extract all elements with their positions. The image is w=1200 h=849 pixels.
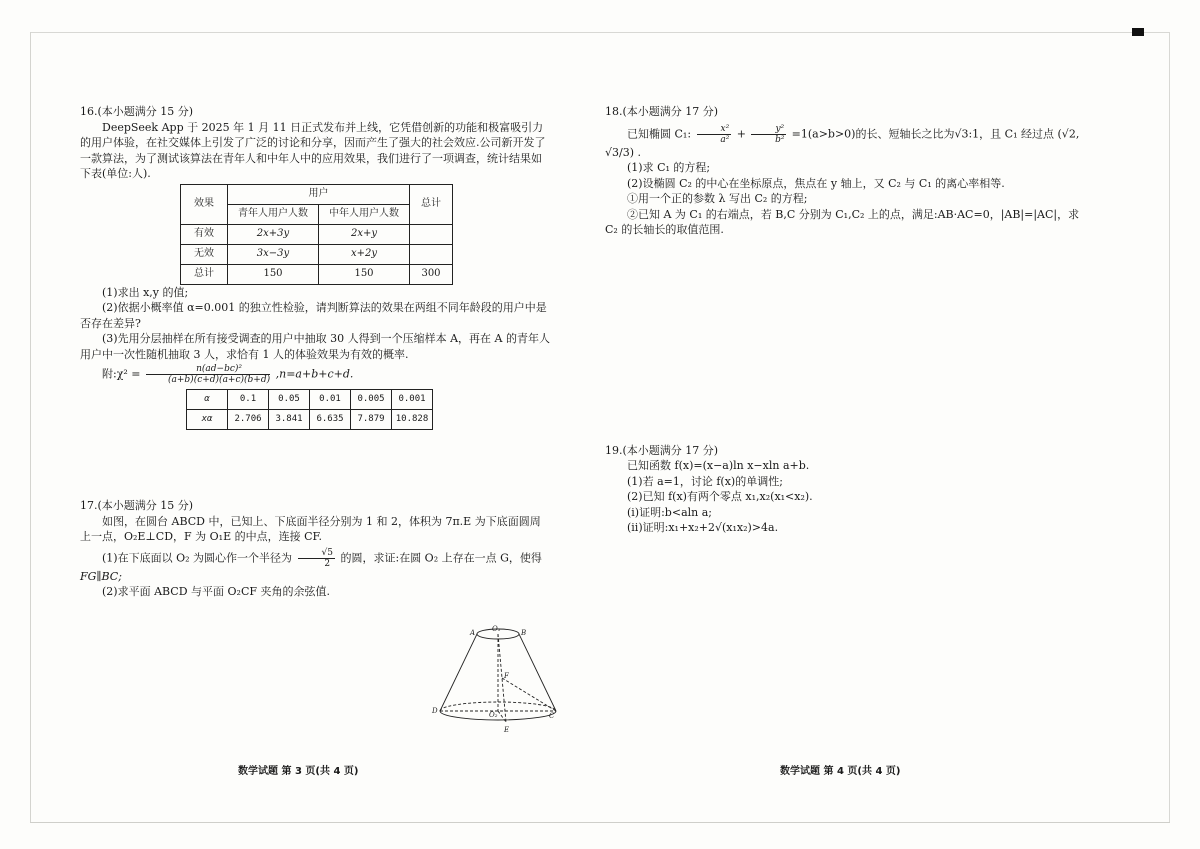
table-row — [181, 224, 453, 244]
chi-num: n(ad−bc)² — [146, 364, 270, 375]
table-row — [181, 264, 453, 284]
registration-mark — [1132, 28, 1144, 36]
row-label: 总计 — [181, 264, 228, 284]
q19-part1: (1)若 a=1，讨论 f(x)的单调性; — [627, 474, 783, 488]
table-row — [187, 390, 433, 410]
q18-part1: (1)求 C₁ 的方程; — [627, 161, 711, 174]
crit-cell: 3.841 — [269, 410, 310, 430]
q16-title: 16.(本小题满分 15 分) — [80, 105, 194, 118]
page-footer-right: 数学试题 第 4 页(共 4 页) — [780, 766, 901, 777]
label-D: D — [432, 707, 438, 715]
crit-cell: 7.879 — [351, 410, 392, 430]
label-E: E — [504, 726, 510, 734]
appendix-suffix: ,n=a+b+c+d. — [275, 367, 354, 381]
frustum-figure — [428, 624, 558, 736]
question-19 — [605, 443, 1085, 536]
q18-point: (√2, √3/3) — [605, 127, 1080, 159]
frac-x-num: x² — [697, 124, 732, 135]
question-16 — [80, 104, 550, 430]
q16-intro: DeepSeek App 于 2025 年 1 月 11 日正式发布并上线，它凭借创新的功能和极富吸引力的用户体验，在社交媒体上引发了广泛的讨论和分享，因而产生了强大的社会效应.公司新开发了一款算法，为了测试该算法在青年人和中年人中的应用效果，我们进行了一项调查，统计结果如下表(单位:人). — [80, 120, 546, 180]
q16-part2: (2)依据小概率值 α=0.001 的独立性检验，请判断算法的效果在两组不同年龄段的用户中是否存在差异? — [80, 301, 547, 330]
row-label: xα — [187, 410, 228, 430]
table-header-users: 用户 — [228, 184, 410, 204]
table-row — [181, 244, 453, 264]
q19-part2-ii: (ⅱ)证明:x₁+x₂+2√(x₁x₂)>4a. — [627, 521, 779, 534]
crit-cell: 2.706 — [228, 410, 269, 430]
label-C: C — [549, 712, 555, 720]
cell-youth: 3x−3y — [228, 244, 319, 264]
scan-edge-right — [1169, 32, 1170, 822]
cell-total — [410, 244, 453, 264]
row-label: 有效 — [181, 224, 228, 244]
frac-y-num: y² — [751, 124, 786, 135]
q19-part2-i: (ⅰ)证明:b<aln a; — [627, 505, 712, 519]
table-row — [187, 410, 433, 430]
q19-intro: 已知函数 f(x)=(x−a)ln x−xln a+b. — [627, 459, 810, 472]
appendix-prefix: 附:χ² = — [102, 367, 141, 381]
crit-cell: 0.005 — [351, 390, 392, 410]
q18-part2: (2)设椭圆 C₂ 的中心在坐标原点，焦点在 y 轴上，又 C₂ 与 C₁ 的离心率相等. — [627, 176, 1005, 190]
q17-part1-c: FG∥BC; — [80, 569, 122, 583]
q18-line1-b: =1(a>b>0)的长、短轴长之比为√3:1，且 C₁ 经过点 — [791, 127, 1055, 140]
label-A: A — [470, 629, 476, 637]
q17-part1 — [80, 548, 550, 569]
scan-edge-bottom — [30, 822, 1170, 823]
bottom-base-front — [440, 711, 556, 720]
q16-data-table — [180, 184, 453, 285]
question-17 — [80, 498, 550, 600]
cell-total: 300 — [410, 264, 453, 284]
scan-edge-top — [30, 32, 1170, 33]
label-O1: O₁ — [492, 625, 501, 633]
chi-square-fraction — [146, 364, 270, 385]
chi-den: (a+b)(c+d)(a+c)(b+d) — [168, 375, 271, 385]
crit-cell: 0.05 — [269, 390, 310, 410]
q16-appendix — [80, 364, 550, 385]
row-label: α — [187, 390, 228, 410]
page-footer-left: 数学试题 第 3 页(共 4 页) — [238, 766, 359, 777]
cell-middle: 150 — [319, 264, 410, 284]
right-column — [605, 104, 1085, 536]
q18-line1-a: 已知椭圆 C₁: — [627, 127, 692, 140]
left-column — [80, 104, 550, 600]
q16-critical-table — [186, 389, 433, 430]
crit-cell: 6.635 — [310, 410, 351, 430]
q19-part2: (2)已知 f(x)有两个零点 x₁,x₂(x₁<x₂). — [627, 490, 813, 503]
table-col-youth: 青年人用户人数 — [228, 204, 319, 224]
generatrix-left — [440, 634, 477, 711]
q19-title: 19.(本小题满分 17 分) — [605, 443, 719, 457]
scan-edge-left — [30, 32, 31, 822]
cell-middle: 2x+y — [319, 224, 410, 244]
cell-youth: 150 — [228, 264, 319, 284]
q18-part2-ii: ②已知 A 为 C₁ 的右端点，若 B,C 分别为 C₁,C₂ 上的点，满足:AB·AC=0，|AB|=|AC|，求 C₂ 的长轴长的取值范围. — [605, 207, 1080, 236]
radius-num: √5 — [298, 548, 335, 559]
q16-part1: (1)求出 x,y 的值; — [102, 285, 189, 299]
cell-youth: 2x+3y — [228, 224, 319, 244]
radius-fraction — [298, 548, 335, 569]
question-18 — [605, 104, 1085, 238]
cell-total — [410, 224, 453, 244]
ellipse-frac-x — [697, 124, 732, 145]
radius-den: 2 — [324, 558, 331, 569]
frac-y-den: b² — [775, 134, 785, 145]
q18-line1 — [605, 124, 1085, 161]
ellipse-frac-y — [751, 124, 786, 145]
crit-cell: 0.1 — [228, 390, 269, 410]
label-F: F — [504, 672, 509, 680]
cell-middle: x+2y — [319, 244, 410, 264]
q18-part2-i: ①用一个正的参数 λ 写出 C₂ 的方程; — [627, 192, 808, 205]
q17-part1-b: 的圆，求证:在圆 O₂ 上存在一点 G，使得 — [340, 551, 542, 564]
row-label: 无效 — [181, 244, 228, 264]
crit-cell: 0.001 — [392, 390, 433, 410]
q18-line1-end: . — [637, 145, 642, 159]
label-B: B — [521, 629, 527, 637]
q18-plus: + — [736, 127, 746, 140]
q18-title: 18.(本小题满分 17 分) — [605, 105, 719, 118]
q16-part3: (3)先用分层抽样在所有接受调查的用户中抽取 30 人得到一个压缩样本 A，再在 A 的青年人用户中一次性随机抽取 3 人，求恰有 1 人的体验效果为有效的概率. — [80, 332, 550, 361]
frac-x-den: a² — [720, 134, 730, 145]
label-O2: O₂ — [489, 711, 498, 719]
table-header-effect: 效果 — [181, 184, 228, 224]
q17-part2: (2)求平面 ABCD 与平面 O₂CF 夹角的余弦值. — [102, 585, 331, 598]
crit-cell: 10.828 — [392, 410, 433, 430]
q17-intro: 如图，在圆台 ABCD 中，已知上、下底面半径分别为 1 和 2，体积为 7π.E 为下底面圆周上一点，O₂E⊥CD，F 为 O₁E 的中点，连接 CF. — [80, 514, 541, 543]
crit-cell: 0.01 — [310, 390, 351, 410]
q17-part1-a: (1)在下底面以 O₂ 为圆心作一个半径为 — [102, 551, 293, 564]
q17-title: 17.(本小题满分 15 分) — [80, 499, 194, 512]
table-header-total: 总计 — [410, 184, 453, 224]
table-col-middle: 中年人用户人数 — [319, 204, 410, 224]
